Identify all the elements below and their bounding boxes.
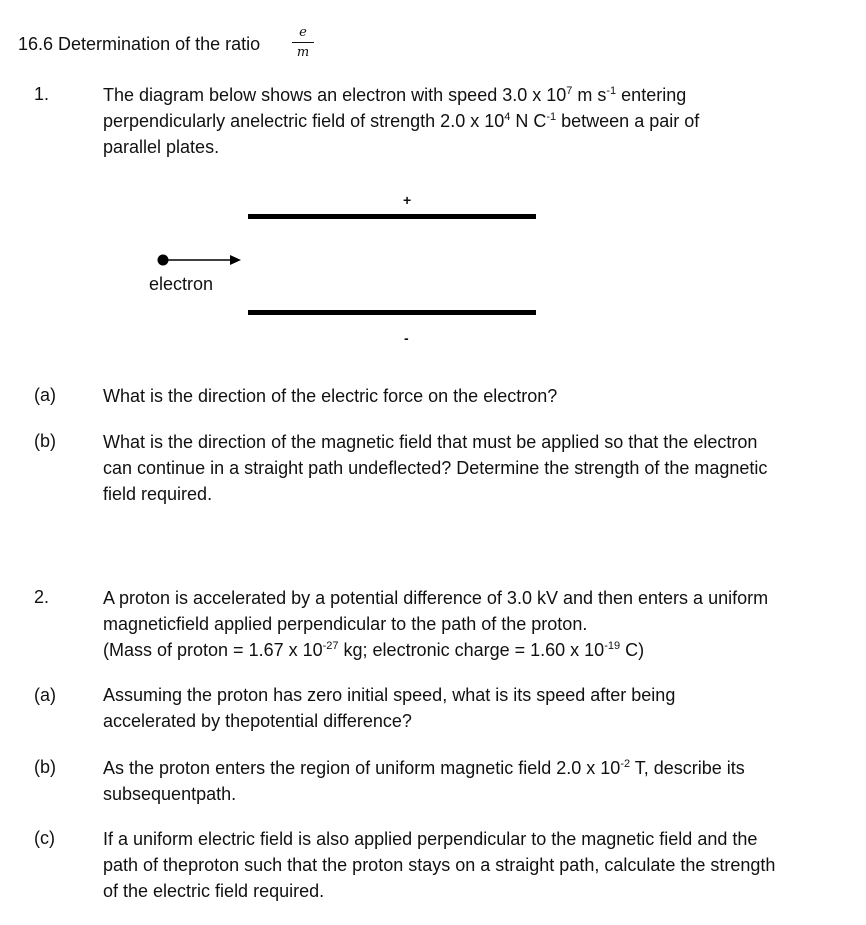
fraction-bar [292, 42, 314, 43]
q1b-line-1: What is the direction of the magnetic field that must be applied so that the electron [103, 432, 758, 452]
q2a-line-1: Assuming the proton has zero initial speed, what is its speed after being [103, 685, 676, 705]
title-text: 16.6 Determination of the ratio [18, 34, 261, 54]
q1b-label: (b) [34, 431, 56, 451]
page-title [18, 34, 260, 55]
q2b-label: (b) [34, 757, 56, 777]
q1-intro-line-2: perpendicularly anelectric field of strength 2.0 x $10^4$ N $C^{-1}$ between a pair of [103, 111, 700, 131]
q1b-line-2: can continue in a straight path undeflected? Determine the strength of the magnetic [103, 458, 768, 478]
q2a-label: (a) [34, 685, 56, 705]
q2c-line-2: path of theproton such that the proton stays on a straight path, calculate the strength [103, 855, 776, 875]
q2a-line-2: accelerated by thepotential difference? [103, 711, 412, 731]
q2b-line-2: subsequentpath. [103, 784, 237, 804]
electron-with-arrow [150, 250, 245, 270]
question-1-intro [103, 82, 848, 160]
question-2-intro [103, 585, 848, 663]
fraction-denominator: m [296, 45, 310, 60]
q1b-text [103, 429, 848, 507]
q1b-line-3: field required. [103, 484, 213, 504]
q1-intro-line-3: parallel plates. [103, 137, 220, 157]
q2b-line-1: As the proton enters the region of uniform magnetic field 2.0 x $10^{-2}$ T, describe its [103, 758, 745, 778]
question-1-number: 1. [34, 84, 50, 104]
q2a-text [103, 682, 848, 734]
q2c-line-1: If a uniform electric field is also applied perpendicular to the magnetic field and the [103, 829, 758, 849]
q2b-text [103, 755, 848, 807]
negative-sign: - [404, 330, 409, 346]
question-2-number: 2. [34, 587, 50, 607]
negative-plate [248, 310, 536, 315]
positive-sign: + [403, 192, 412, 208]
q2c-line-3: of the electric field required. [103, 881, 325, 901]
e-over-m-fraction [292, 26, 314, 60]
q2-intro-line-2: magneticfield applied perpendicular to the path of the proton. [103, 614, 588, 634]
q1-intro-line-1: The diagram below shows an electron with speed 3.0 x $10^7$ m $s^{-1}$ entering [103, 85, 687, 105]
q1a-text: What is the direction of the electric force on the electron? [103, 386, 558, 406]
q2-intro-line-1: A proton is accelerated by a potential difference of 3.0 kV and then enters a uniform [103, 588, 769, 608]
q2-intro-line-3: (Mass of proton = 1.67 x $10^{-27}$ kg; electronic charge = 1.60 x $10^{-19}$ C) [103, 640, 645, 660]
q1a-label: (a) [34, 385, 56, 405]
fraction-numerator: e [299, 25, 307, 40]
q2c-label: (c) [34, 828, 55, 848]
velocity-arrow-head [230, 255, 241, 265]
q2c-text [103, 826, 848, 904]
electron-label: electron [149, 274, 214, 294]
positive-plate [248, 214, 536, 219]
